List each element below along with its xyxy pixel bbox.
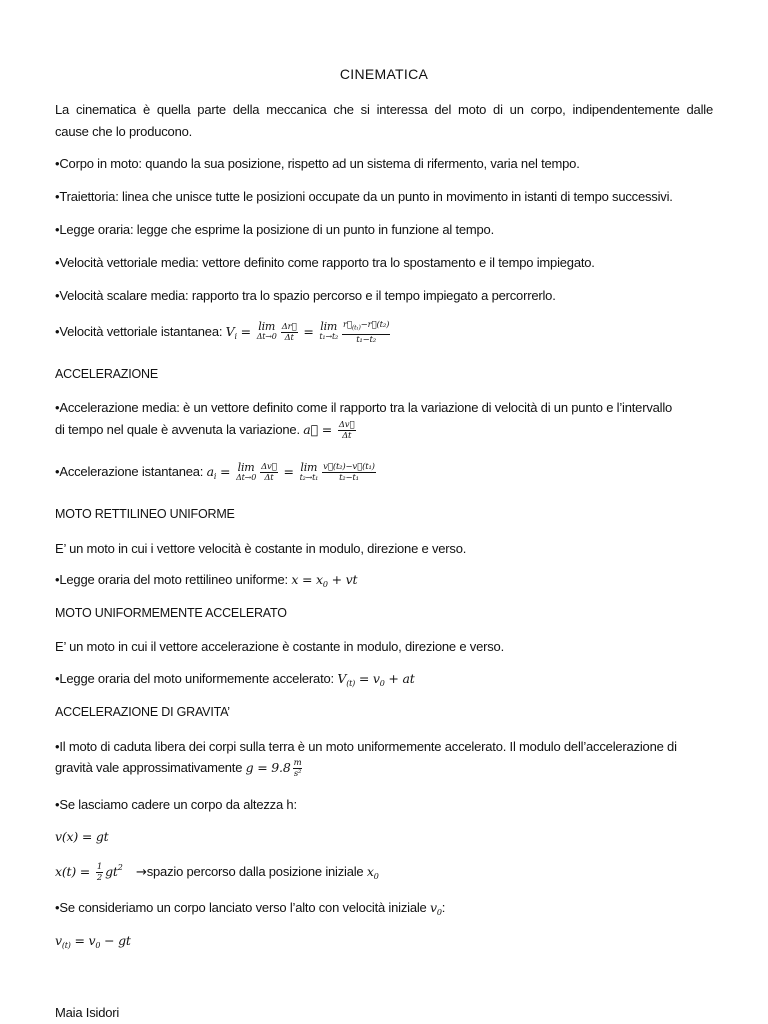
- heading-mru: MOTO RETTILINEO UNIFORME: [55, 507, 235, 521]
- bullet-traiettoria: •Traiettoria: linea che unisce tutte le posizioni occupate da un punto in movimento in istanti di tempo successivi.: [55, 189, 673, 204]
- g-value: 9.8: [271, 760, 291, 775]
- mua-legge: [55, 671, 415, 688]
- bullet-legge-oraria: •Legge oraria: legge che esprime la posizione di un punto in funzione al tempo.: [55, 222, 494, 237]
- gravita-line-1: •Il moto di caduta libera dei corpi sulla terra è un moto uniformemente accelerato. Il modulo dell’accelerazione di: [55, 739, 677, 754]
- acc-istantanea-label: •Accelerazione istantanea:: [55, 464, 207, 479]
- acc-media-formula: a⃗ = $\frac{\Delta v⃗}{\Delta t}$: [303, 420, 355, 441]
- mru-legge: [55, 572, 357, 589]
- velocita-istantanea-label: •Velocità vettoriale istantanea:: [55, 323, 226, 339]
- acc-media-line-2: [55, 420, 358, 441]
- author: Maia Isidori: [55, 1005, 120, 1020]
- acc-media-text: di tempo nel quale è avvenuta la variazione.: [55, 422, 304, 437]
- mru-legge-label: •Legge oraria del moto rettilineo uniforme:: [55, 572, 292, 587]
- acc-istantanea: [55, 462, 378, 483]
- gravita-line-2-text: gravità vale approssimativamente: [55, 760, 246, 775]
- heading-gravita: ACCELERAZIONE DI GRAVITA’: [55, 705, 230, 719]
- heading-mua: MOTO UNIFORMEMENTE ACCELERATO: [55, 606, 287, 620]
- spazio-note: spazio percorso dalla posizione iniziale: [146, 864, 367, 879]
- acc-media-line-1: •Accelerazione media: è un vettore definito come il rapporto tra la variazione di velocità di un punto e l’intervallo: [55, 400, 673, 415]
- gravita-cadere: •Se lasciamo cadere un corpo da altezza h:: [55, 797, 297, 812]
- heading-accelerazione: ACCELERAZIONE: [55, 367, 158, 381]
- mua-definition: E’ un moto in cui il vettore accelerazione è costante in modulo, direzione e verso.: [55, 639, 505, 654]
- arrow-icon: →: [136, 865, 147, 880]
- gravita-line-2: [55, 758, 304, 779]
- mua-legge-label: •Legge oraria del moto uniformemente accelerato:: [55, 671, 338, 686]
- mru-formula: $x = x_0$ + vt: [291, 572, 358, 589]
- acc-istantanea-formula: $a_i$ = lim Δt→0 $\frac{\Delta v⃗}{\Delta t}$ = lim t₂→t₁ $\frac{\text{v⃗(t₂)−v⃗(t₁)}}{\text{t₂−t₁}}$: [206, 460, 375, 483]
- bullet-velocita-istantanea: [55, 320, 392, 345]
- gravita-lanciato: •Se consideriamo un corpo lanciato verso l’alto con velocità iniziale $v_0$:: [55, 900, 446, 917]
- mru-definition: E’ un moto in cui i vettore velocità è costante in modulo, direzione e verso.: [55, 541, 467, 556]
- g-formula: g = 9.8 $\frac{m}{\text{s²}}$: [245, 758, 302, 779]
- page-title: CINEMATICA: [339, 66, 429, 82]
- formula-velocita-caduta: v(x) = gt: [55, 829, 109, 844]
- velocity-formula: $V_i$ = lim Δt→0 $\frac{\Delta r⃗}{\Delta t}$ = lim t₁→t₂ $\frac{r⃗_{(t_1)}-r⃗(t_2)}{\text{t₁−t₂}}$: [225, 320, 390, 345]
- formula-lancio-alto: $v_{(t)} = v_0$ − gt: [55, 933, 131, 950]
- bullet-corpo-in-moto: •Corpo in moto: quando la sua posizione, rispetto ad un sistema di rifermento, varia nel tempo.: [55, 156, 580, 171]
- bullet-velocita-vettoriale-media: •Velocità vettoriale media: vettore definito come rapporto tra lo spostamento e il tempo impiegato.: [55, 255, 595, 270]
- intro-line-1: La cinematica è quella parte della meccanica che si interessa del moto di un corpo, indipendentemente dalle: [55, 102, 713, 117]
- intro-line-2: cause che lo producono.: [55, 124, 193, 139]
- formula-spazio-caduta: x(t) = $\frac{1}{2}$ $gt^2$ →spazio percorso dalla posizione iniziale $x_0$: [55, 862, 379, 883]
- bullet-velocita-scalare-media: •Velocità scalare media: rapporto tra lo spazio percorso e il tempo impiegato a percorrerlo.: [55, 288, 556, 303]
- mua-formula: $V_{(t)} = v_0$ + at: [337, 671, 415, 688]
- lanciato-text: •Se consideriamo un corpo lanciato verso l’alto con velocità iniziale: [55, 900, 430, 915]
